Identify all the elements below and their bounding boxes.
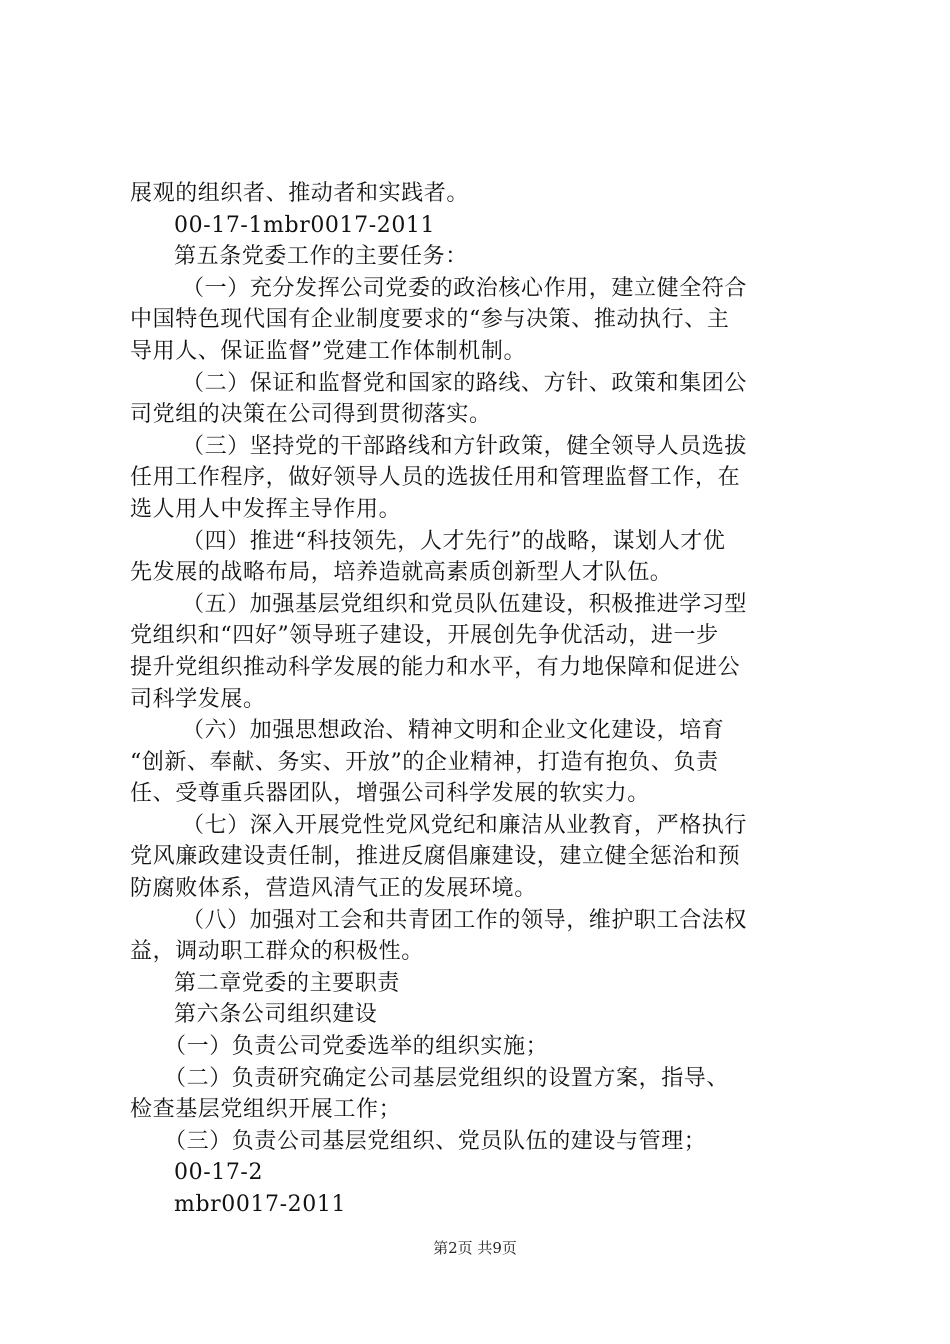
text-line: 任用工作程序，做好领导人员的选拔任用和管理监督工作，在 bbox=[130, 465, 741, 491]
text-line: （五）加强基层党组织和党员队伍建设，积极推进学习型 bbox=[182, 591, 748, 617]
text-line: （七）深入开展党性党风党纪和廉洁从业教育，严格执行 bbox=[182, 812, 748, 838]
text-line: 00-17-1mbr0017-2011 bbox=[174, 212, 436, 238]
text-line: 司党组的决策在公司得到贯彻落实。 bbox=[130, 402, 492, 428]
document-body bbox=[130, 178, 830, 1221]
text-line: 中国特色现代国有企业制度要求的“参与决策、推动执行、主 bbox=[130, 307, 730, 333]
text-line: （四）推进“科技领先，人才先行”的战略，谋划人才优 bbox=[182, 528, 726, 554]
text-line: （六）加强思想政治、精神文明和企业文化建设，培育 bbox=[182, 718, 725, 744]
text-line: 防腐败体系，营造风清气正的发展环境。 bbox=[130, 876, 537, 902]
text-line: （一）负责公司党委选举的组织实施； bbox=[164, 1034, 549, 1060]
text-line: （三）坚持党的干部路线和方针政策，健全领导人员选拔 bbox=[182, 433, 748, 459]
text-line: （一）充分发挥公司党委的政治核心作用，建立健全符合 bbox=[182, 275, 748, 301]
text-line: 选人用人中发挥主导作用。 bbox=[130, 496, 402, 522]
text-line: 先发展的战略布局，培养造就高素质创新型人才队伍。 bbox=[130, 560, 673, 586]
text-line: 00-17-2 bbox=[174, 1160, 264, 1186]
text-line: 第六条公司组织建设 bbox=[174, 1002, 378, 1028]
text-line: 展观的组织者、推动者和实践者。 bbox=[130, 181, 470, 206]
text-line: “创新、奉献、务实、开放”的企业精神，打造有抱负、负责 bbox=[130, 749, 719, 775]
text-line: （三）负责公司基层党组织、党员队伍的建设与管理； bbox=[164, 1128, 707, 1154]
text-line: 党风廉政建设责任制，推进反腐倡廉建设，建立健全惩治和预 bbox=[130, 844, 741, 870]
text-line: 第五条党委工作的主要任务： bbox=[174, 244, 468, 270]
text-line: 益，调动职工群众的积极性。 bbox=[130, 939, 424, 965]
text-line: （八）加强对工会和共青团工作的领导，维护职工合法权 bbox=[182, 907, 748, 933]
text-line: 党组织和“四好”领导班子建设，开展创先争优活动，进一步 bbox=[130, 623, 719, 649]
text-line: （二）负责研究确定公司基层党组织的设置方案，指导、 bbox=[164, 1065, 730, 1091]
page-footer bbox=[0, 1238, 950, 1258]
text-line: 第二章党委的主要职责 bbox=[174, 970, 401, 996]
text-line: 任、受尊重兵器团队，增强公司科学发展的软实力。 bbox=[130, 781, 650, 807]
text-line: 提升党组织推动科学发展的能力和水平，有力地保障和促进公 bbox=[130, 654, 741, 680]
text-line: mbr0017-2011 bbox=[174, 1192, 347, 1217]
text-line: （二）保证和监督党和国家的路线、方针、政策和集团公 bbox=[182, 370, 748, 396]
text-line: 导用人、保证监督”党建工作体制机制。 bbox=[130, 338, 527, 364]
text-line: 检查基层党组织开展工作； bbox=[130, 1097, 402, 1123]
page-number: 第2页 共9页 bbox=[433, 1239, 517, 1257]
text-line: 司科学发展。 bbox=[130, 686, 266, 712]
